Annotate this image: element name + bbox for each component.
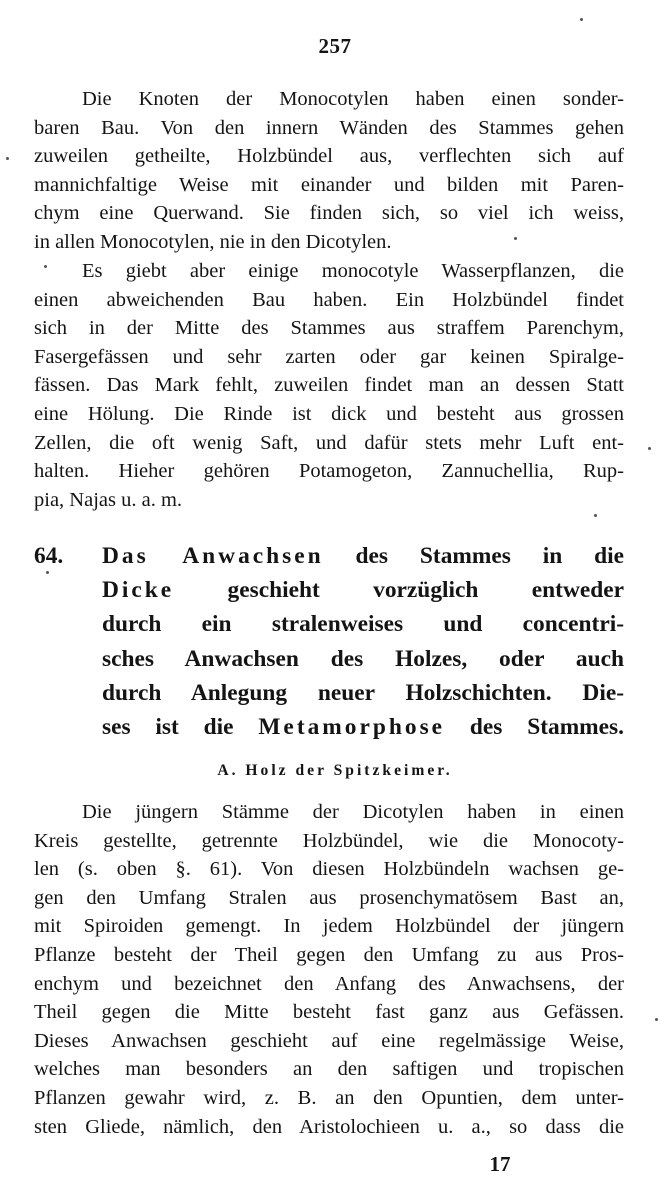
heading-text: durch ein stralenweises und concentri- [102, 611, 624, 638]
text-line: chym eine Querwand. Sie finden sich, so viel ich weiss, [34, 202, 624, 225]
paper-speck [44, 265, 47, 268]
paper-speck [648, 447, 651, 450]
text-line: eine Hölung. Die Rinde ist dick und besteht aus grossen [34, 402, 624, 425]
text-line: gen den Umfang Stralen aus prosenchymatösem Bast an, [34, 886, 624, 909]
heading-text: des Stammes in die [323, 543, 624, 569]
text-line: Kreis gestellte, getrennte Holzbündel, wie die Monocoty- [34, 829, 624, 852]
section-heading [34, 539, 624, 744]
text-line: welches man besonders an den saftigen und tropischen [34, 1058, 624, 1081]
section-number: 64. [34, 543, 64, 569]
page-number: 257 [318, 34, 352, 58]
spaced-term: Dicke [102, 577, 175, 604]
text-line: Zellen, die oft wenig Saft, und dafür stets mehr Luft ent- [34, 431, 624, 454]
paper-speck [46, 571, 49, 574]
text-line: mit Spiroiden gemengt. In jedem Holzbündel der jüngern [34, 915, 624, 938]
heading-line [102, 607, 624, 641]
text-line: mannichfaltige Weise mit einander und bilden mit Paren- [34, 173, 624, 196]
text-line: Es giebt aber einige monocotyle Wasserpflanzen, die [82, 260, 624, 282]
text-line: len (s. oben §. 61). Von diesen Holzbündeln wachsen ge- [34, 858, 624, 881]
text-line: Die Knoten der Monocotylen haben einen sonder- [82, 88, 624, 110]
heading-text: durch Anlegung neuer Holzschichten. Die- [102, 679, 624, 706]
text-line: in allen Monocotylen, nie in den Dicotylen. [34, 230, 392, 253]
heading-line [102, 642, 624, 676]
text-line: Die jüngern Stämme der Dicotylen haben in einen [82, 801, 624, 823]
text-line: baren Bau. Von den innern Wänden des Stammes gehen [34, 116, 624, 139]
text-line: zuweilen getheilte, Holzbündel aus, verflechten sich auf [34, 145, 624, 168]
spaced-term: Das Anwachsen [102, 543, 324, 569]
paper-speck [514, 237, 517, 240]
heading-line [102, 573, 624, 607]
subheading: A. Holz der Spitzkeimer. [217, 762, 453, 779]
spaced-term: Metamorphose [258, 714, 446, 741]
text-line: einen abweichenden Bau haben. Ein Holzbündel findet [34, 288, 624, 311]
heading-text: des Stammes. [445, 714, 624, 741]
text-line: Pflanzen gewahr wird, z. B. an den Opuntien, dem unter- [34, 1086, 624, 1109]
paper-speck [580, 18, 583, 21]
text-line: fässen. Das Mark fehlt, zuweilen findet man an dessen Statt [34, 374, 624, 397]
paragraph-monocotyl-nodes [34, 85, 624, 257]
text-line: sten Gliede, nämlich, den Aristolochieen u. a., so dass die [34, 1115, 624, 1138]
paper-speck [6, 157, 9, 160]
text-line: Fasergefässen und sehr zarten oder gar keinen Spiralge- [34, 345, 624, 368]
heading-line [102, 710, 624, 744]
text-line: Theil gegen die Mitte besteht fast ganz aus Gefässen. [34, 1001, 624, 1024]
paper-speck [655, 1018, 658, 1021]
text-line: Pflanze besteht der Theil gegen den Umfang zu aus Pros- [34, 943, 624, 966]
heading-text: ses ist die [102, 714, 259, 741]
paragraph-water-plants [34, 257, 624, 514]
heading-line [102, 539, 624, 573]
text-line: halten. Hieher gehören Potamogeton, Zannuchellia, Rup- [34, 460, 624, 483]
text-line: Dieses Anwachsen geschieht auf eine regelmässige Weise, [34, 1029, 624, 1052]
text-line: enchym und bezeichnet den Anfang des Anwachsens, der [34, 972, 624, 995]
paragraph-dicotyl-wood [34, 798, 624, 1141]
text-line: sich in der Mitte des Stammes aus straffem Parenchym, [34, 317, 624, 340]
signature-mark: 17 [489, 1152, 511, 1176]
heading-line [102, 676, 624, 710]
text-line: pia, Najas u. a. m. [34, 488, 183, 511]
heading-text: sches Anwachsen des Holzes, oder auch [102, 645, 624, 672]
paper-speck [594, 514, 597, 517]
heading-text: geschieht vorzüglich entweder [174, 577, 624, 604]
